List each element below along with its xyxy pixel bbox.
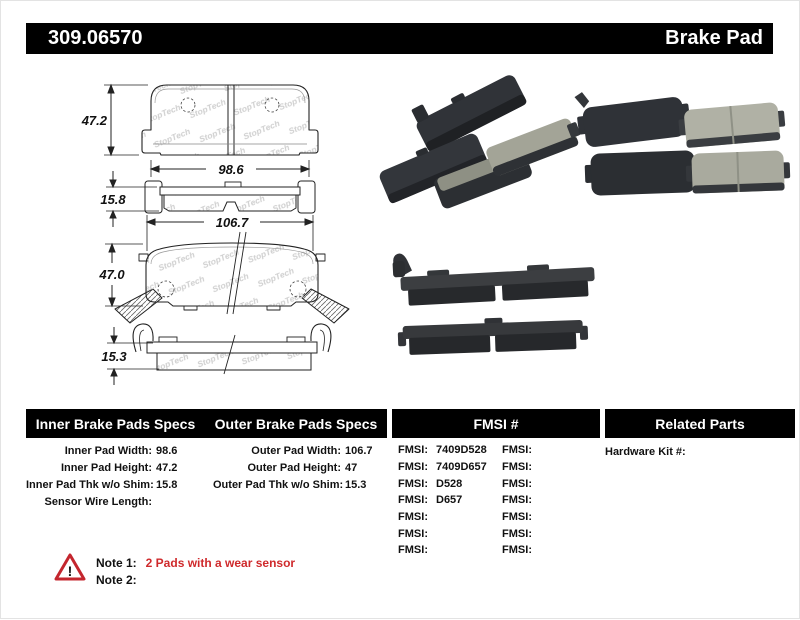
fmsi-value: D528	[436, 477, 463, 490]
inner-pad-side-view-drawing	[145, 181, 315, 213]
spec-value: 15.3	[345, 478, 367, 491]
specs-table-header-bar	[26, 409, 387, 438]
outer-pad-width-value: 106.7	[215, 215, 249, 230]
fmsi-right-column	[498, 442, 540, 559]
fmsi-label: FMSI:	[502, 527, 532, 540]
fmsi-header: FMSI #	[473, 415, 519, 432]
inner-pad-thickness-value: 15.8	[100, 192, 126, 207]
outer-pad-side-view-drawing	[133, 324, 331, 374]
spec-value: 98.6	[156, 444, 178, 457]
spec-value: 47.2	[156, 461, 178, 474]
fmsi-label: FMSI:	[398, 461, 428, 474]
note-2-label: Note 2:	[96, 573, 137, 587]
outer-pad-thickness-value: 15.3	[101, 349, 127, 364]
fmsi-row	[394, 442, 487, 459]
spec-row	[213, 459, 373, 476]
spec-row	[213, 476, 373, 493]
fmsi-label: FMSI:	[398, 494, 428, 507]
spec-row	[26, 459, 177, 476]
fmsi-label: FMSI:	[398, 527, 428, 540]
fmsi-row	[498, 459, 540, 476]
spec-row	[26, 493, 177, 510]
spec-value: 106.7	[345, 444, 373, 457]
fmsi-row	[498, 509, 540, 526]
spec-row	[213, 442, 373, 459]
fmsi-table-header-bar	[392, 409, 600, 438]
note-1	[96, 556, 295, 570]
hardware-kit-label: Hardware Kit #:	[605, 445, 686, 458]
inner-width-dimension	[151, 160, 309, 177]
page-title: Brake Pad	[665, 27, 763, 49]
fmsi-row	[498, 525, 540, 542]
fmsi-row	[394, 475, 487, 492]
fmsi-row	[394, 525, 487, 542]
fmsi-row	[394, 509, 487, 526]
outer-specs-header: Outer Brake Pads Specs	[214, 415, 378, 432]
photo-pad-set-angled	[376, 61, 584, 210]
fmsi-value: 7409D528	[436, 444, 487, 457]
spec-label: Inner Pad Width:	[64, 444, 152, 457]
inner-specs-header: Inner Brake Pads Specs	[35, 415, 196, 432]
fmsi-row	[394, 542, 487, 559]
fmsi-value: D657	[436, 494, 463, 507]
fmsi-row	[498, 442, 540, 459]
inner-thickness-dimension	[100, 171, 159, 227]
warning-triangle-icon	[53, 552, 87, 587]
fmsi-row	[498, 475, 540, 492]
outer-height-dimension	[98, 244, 143, 306]
related-parts-column	[605, 443, 690, 460]
related-parts-header-bar	[605, 409, 795, 438]
spec-label: Inner Pad Thk w/o Shim:	[26, 478, 154, 491]
fmsi-row	[394, 459, 487, 476]
related-row	[605, 443, 690, 460]
fmsi-label: FMSI:	[398, 544, 428, 557]
outer-pad-front-view-drawing	[115, 232, 349, 323]
note-1-text: 2 Pads with a wear sensor	[145, 556, 296, 570]
spec-label: Outer Pad Height:	[247, 461, 341, 474]
inner-pad-height-value: 47.2	[81, 113, 107, 128]
outer-pad-height-value: 47.0	[99, 267, 125, 282]
related-parts-header: Related Parts	[655, 415, 745, 432]
fmsi-label: FMSI:	[502, 461, 532, 474]
fmsi-row	[394, 492, 487, 509]
fmsi-value: 7409D657	[436, 461, 487, 474]
spec-label: Sensor Wire Length:	[44, 495, 152, 508]
note-1-label: Note 1:	[96, 556, 137, 570]
fmsi-label: FMSI:	[502, 544, 532, 557]
spec-label: Outer Pad Thk w/o Shim:	[213, 478, 344, 491]
fmsi-left-column	[394, 442, 487, 559]
spec-value: 47	[345, 461, 358, 474]
spec-row	[26, 442, 177, 459]
photo-pad-set-flat	[574, 79, 791, 196]
fmsi-label: FMSI:	[398, 511, 428, 524]
fmsi-label: FMSI:	[398, 477, 428, 490]
spec-value: 15.8	[156, 478, 178, 491]
fmsi-label: FMSI:	[502, 477, 532, 490]
fmsi-label: FMSI:	[398, 444, 428, 457]
outer-specs-column	[213, 442, 373, 493]
part-number: 309.06570	[48, 27, 143, 49]
fmsi-label: FMSI:	[502, 511, 532, 524]
fmsi-label: FMSI:	[502, 444, 532, 457]
photo-pad-set-edge	[392, 243, 595, 355]
fmsi-label: FMSI:	[502, 494, 532, 507]
fmsi-row	[498, 492, 540, 509]
inner-pad-width-value: 98.6	[218, 162, 244, 177]
page-header-bar	[26, 23, 773, 54]
inner-pad-front-view-drawing	[142, 85, 318, 155]
fmsi-row	[498, 542, 540, 559]
inner-specs-column	[26, 442, 177, 510]
inner-height-dimension	[81, 85, 148, 155]
spec-label: Outer Pad Width:	[251, 444, 341, 457]
spec-row	[26, 476, 177, 493]
outer-width-dimension	[147, 215, 313, 251]
warning-exclamation: !	[67, 563, 73, 579]
outer-thickness-dimension	[101, 327, 159, 385]
note-2	[96, 573, 146, 587]
spec-label: Inner Pad Height:	[60, 461, 152, 474]
